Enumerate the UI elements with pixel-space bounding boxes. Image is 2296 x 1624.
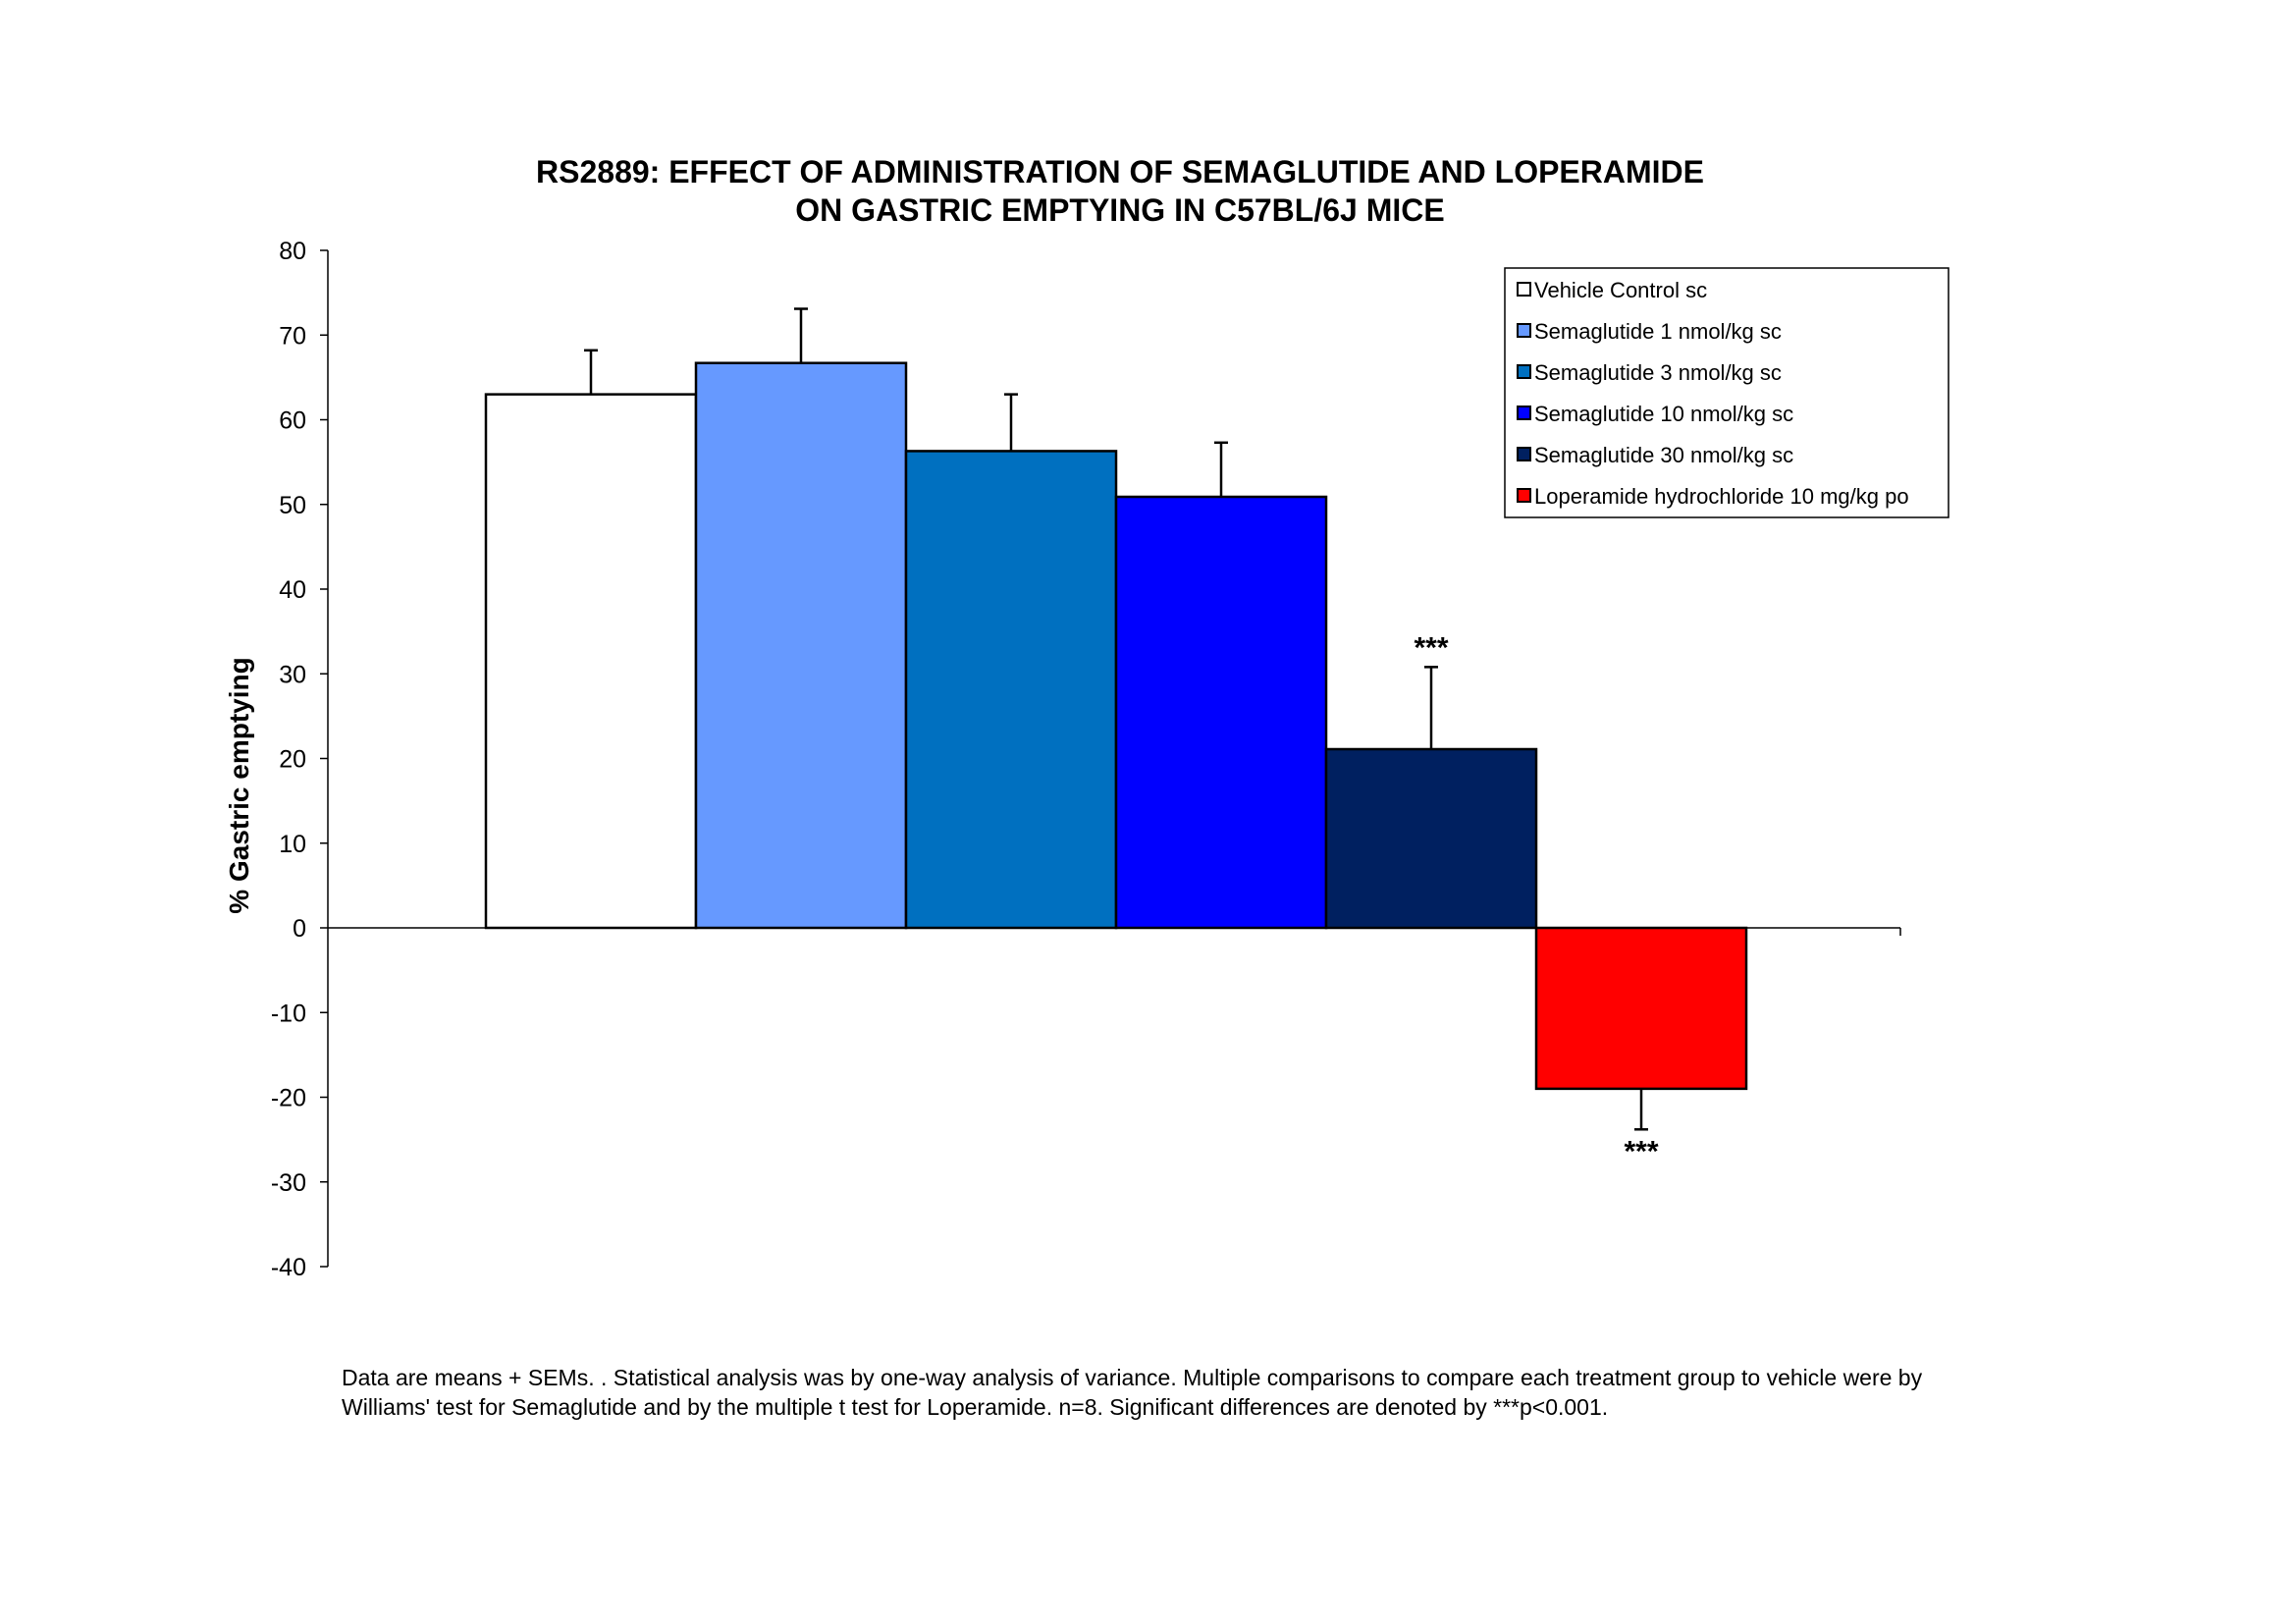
y-axis: [271, 238, 328, 1281]
legend-swatch: [1518, 489, 1530, 502]
y-tick-label: -40: [270, 1254, 306, 1281]
chart-title-line-1: RS2889: EFFECT OF ADMINISTRATION OF SEMAGLUTIDE AND LOPERAMIDE: [536, 154, 1704, 189]
bar: [906, 451, 1116, 928]
y-tick-label: -10: [270, 1000, 306, 1028]
legend-swatch: [1518, 365, 1530, 378]
bar: [1326, 749, 1536, 928]
legend-entry: Semaglutide 1 nmol/kg sc: [1534, 319, 1782, 344]
legend-swatch: [1518, 324, 1530, 337]
legend: [1505, 268, 1949, 517]
significance-label: ***: [1624, 1135, 1659, 1168]
y-tick-label: 60: [279, 406, 306, 435]
legend-swatch: [1518, 406, 1530, 419]
legend-entry: Semaglutide 10 nmol/kg sc: [1534, 402, 1794, 426]
bar: [1116, 497, 1326, 928]
y-tick-label: 30: [279, 661, 306, 689]
bar: [1536, 928, 1746, 1089]
legend-entry: Loperamide hydrochloride 10 mg/kg po: [1534, 484, 1909, 509]
y-tick-label: -30: [270, 1168, 306, 1197]
legend-entry: Semaglutide 3 nmol/kg sc: [1534, 360, 1782, 385]
y-tick-label: 50: [279, 491, 306, 519]
footnote: [342, 1363, 2207, 1422]
chart-title-line-2: ON GASTRIC EMPTYING IN C57BL/6J MICE: [795, 192, 1445, 228]
legend-box: [1505, 268, 1949, 517]
significance-label: ***: [1414, 631, 1449, 665]
y-tick-label: 0: [293, 915, 306, 943]
legend-swatch: [1518, 448, 1530, 460]
footnote-line-1: Data are means + SEMs. . Statistical analysis was by one-way analysis of variance. Multiple comparisons to compare each treatment group to vehicle were by: [342, 1365, 1923, 1390]
y-tick-label: 80: [279, 238, 306, 265]
y-axis-label: % Gastric emptying: [224, 657, 254, 914]
y-tick-label: 40: [279, 576, 306, 604]
y-tick-label: 70: [279, 322, 306, 351]
footnote-line-2: Williams' test for Semaglutide and by the multiple t test for Loperamide. n=8. Significant differences are denoted by ***p<0.001.: [342, 1394, 1609, 1420]
y-tick-label: 10: [279, 830, 306, 858]
legend-entry: Vehicle Control sc: [1534, 278, 1708, 302]
bar: [486, 395, 696, 928]
y-tick-label: 20: [279, 745, 306, 774]
y-tick-label: -20: [270, 1084, 306, 1112]
legend-swatch: [1518, 283, 1530, 296]
bar: [696, 363, 906, 928]
legend-entry: Semaglutide 30 nmol/kg sc: [1534, 443, 1794, 467]
